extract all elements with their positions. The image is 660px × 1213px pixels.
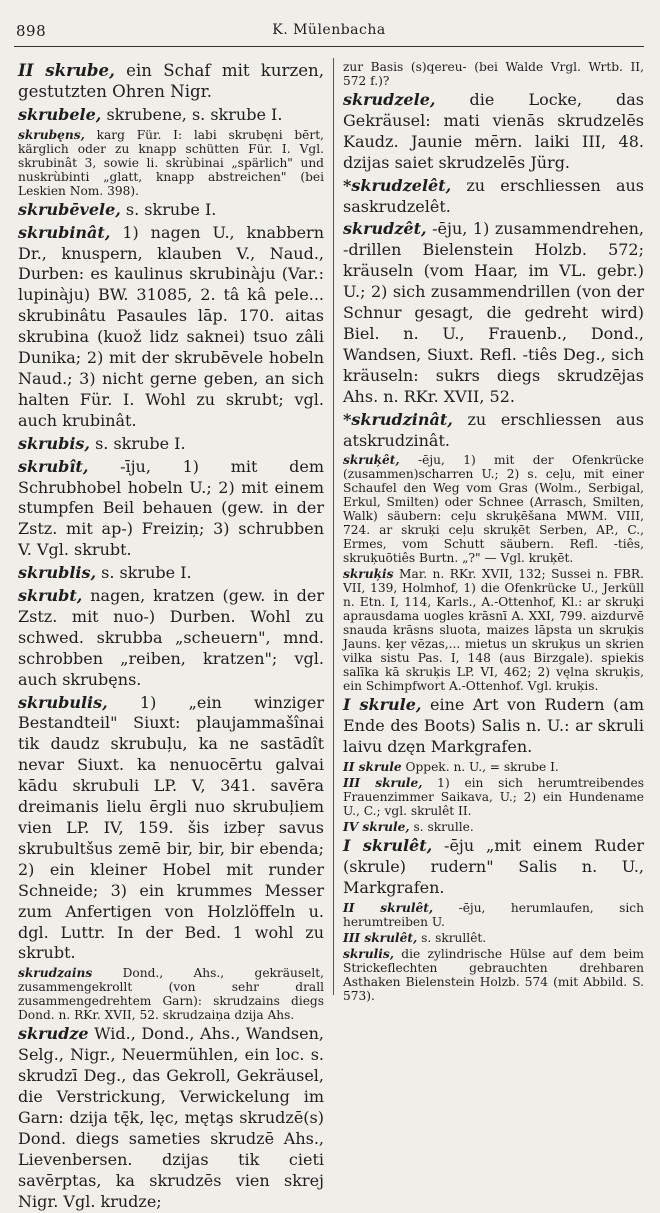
column-divider bbox=[333, 58, 334, 995]
entry-headword: skruķis bbox=[343, 567, 394, 582]
entry-text: 1) nagen U., knabbern Dr., knuspern, klauben V., Naud., Durben: es kaulinus skrubinàju (Var.: lupinàju) BW. 31085, 2. tâ kâ pele... skrubinâtu Pasaules lāp. 170. aitas skrubina (kuož lidz saknei) tsuo zâli Dunika; 2) mit der skrubēvele hobeln Naud.; 3) nicht gerne geben, an sich halten Für. I. Wohl zu skrubt; vgl. auch krubinât. bbox=[18, 222, 324, 430]
entry-text: s. skrube I. bbox=[96, 563, 192, 583]
dictionary-entry bbox=[343, 760, 644, 774]
entry-text: skrubene, s. skrube I. bbox=[101, 104, 283, 124]
entry-headword: skrudze bbox=[18, 1024, 89, 1044]
dictionary-entry bbox=[343, 453, 644, 565]
dictionary-entry bbox=[18, 200, 324, 221]
entry-text: 1) ein sich herumtreibendes Frauenzimmer Saikava, U.; 2) ein Hundename U., C.; vgl. skrulêt II. bbox=[343, 776, 644, 819]
dictionary-entry bbox=[18, 563, 324, 584]
page-header bbox=[14, 22, 644, 47]
entry-headword: I skrulêt, bbox=[343, 836, 433, 856]
dictionary-entry bbox=[343, 410, 644, 452]
left-column bbox=[18, 60, 324, 1211]
entry-text: s. skrube I. bbox=[90, 433, 186, 453]
dictionary-entry bbox=[18, 966, 324, 1022]
dictionary-entry bbox=[18, 223, 324, 432]
entry-headword: III skrule, bbox=[343, 776, 423, 791]
entry-headword: skrubît, bbox=[18, 456, 89, 476]
entry-text: -ēju, herumlaufen, sich herumtreiben U. bbox=[343, 900, 644, 929]
entry-headword: skrubt, bbox=[18, 586, 83, 606]
entry-text: s. skrullêt. bbox=[417, 930, 487, 945]
entry-text: 1) „ein winziger Bestandteil" Siuxt: plaujammašînai tik daudz skrubuļu, ka ne sastādît nevar Siuxt. ka nenuocērtu galvai kādu skrubuli LP. V, 341. savēra dreimanis lielu ērgli nuo skrubuļiem vien LP. IV, 159. šis izbeŗ savus skrubultšus zemē bir, bir, bir ebenda; 2) ein kleiner Hobel mit runder Schneide; 3) ein krummes Messer zum Anfertigen von Holzlöffeln u. dgl. Luttr. In der Bed. 1 wohl zu skrubt. bbox=[18, 692, 324, 963]
entry-headword: IV skrule, bbox=[343, 820, 410, 835]
entry-headword: *skrudzelêt, bbox=[343, 175, 452, 195]
entry-headword: III skrulêt, bbox=[343, 930, 418, 945]
dictionary-entry bbox=[343, 820, 644, 834]
dictionary-entry bbox=[343, 176, 644, 218]
entry-headword: skrubinât, bbox=[18, 222, 111, 242]
dictionary-entry bbox=[18, 693, 324, 965]
entry-headword: II skrule bbox=[343, 760, 402, 775]
dictionary-entry bbox=[343, 901, 644, 929]
dictionary-entry bbox=[18, 457, 324, 562]
dictionary-entry bbox=[18, 105, 324, 126]
dictionary-entry bbox=[18, 434, 324, 455]
entry-text: -ēju „mit einem Ruder (skrule) rudern" Salis n. U., Markgrafen. bbox=[343, 836, 644, 897]
page-number: 898 bbox=[16, 22, 47, 40]
dictionary-entry bbox=[343, 931, 644, 945]
entry-text: -ēju, 1) zusammendrehen, -drillen Bielenstein Holzb. 572; kräuseln (vom Haar, im VL. gebr.) U.; 2) sich zusammendrillen (von der Schnur gesagt, die gedreht wird) Biel. n. U., Frauenb., Dond., Wandsen, Siuxt. Refl. -tiês Deg., sich kräuseln: sukrs diegs skrudzējas Ahs. n. RKr. XVII, 52. bbox=[343, 219, 644, 406]
entry-headword: skrubis, bbox=[18, 433, 90, 453]
entry-text: zu erschliessen aus saskrudzelêt. bbox=[343, 175, 644, 216]
entry-headword: II skrube, bbox=[18, 60, 115, 80]
entry-headword: skrubęns, bbox=[18, 127, 85, 142]
right-column bbox=[343, 60, 644, 1003]
entry-headword: skruķêt, bbox=[343, 453, 400, 468]
entry-headword: I skrule, bbox=[343, 695, 422, 715]
dictionary-entry bbox=[18, 128, 324, 198]
dictionary-entry bbox=[18, 60, 324, 103]
entry-text: -īju, 1) mit dem Schrubhobel hobeln U.; 2) mit einem stumpfen Beil behauen (gew. in der Zstz. mit ap-) Freiziņ; 3) schrubben V. Vgl. skrubt. bbox=[18, 456, 324, 560]
dictionary-entry bbox=[343, 776, 644, 818]
entry-text: zur Basis (s)qereu- (bei Walde Vrgl. Wrtb. II, 572 f.)? bbox=[343, 60, 644, 88]
dictionary-entry bbox=[343, 60, 644, 88]
entry-headword: skrulis, bbox=[343, 946, 394, 961]
dictionary-entry bbox=[18, 586, 324, 691]
entry-headword: *skrudzinât, bbox=[343, 409, 453, 429]
entry-text: ein Schaf mit kurzen, gestutzten Ohren Nigr. bbox=[18, 61, 324, 101]
entry-headword: skrubēvele, bbox=[18, 199, 121, 219]
entry-headword: skrudzele, bbox=[343, 90, 436, 109]
entry-headword: skrudzains bbox=[18, 966, 93, 981]
entry-text: die zylindrische Hülse auf dem beim Strickeflechten gebrauchten drehbaren Asthaken Bielenstein Holzb. 574 (mit Abbild. S. 573). bbox=[343, 946, 644, 1003]
entry-headword: skrudzêt, bbox=[343, 219, 427, 239]
dictionary-entry bbox=[343, 567, 644, 693]
entry-text: Oppek. n. U., = skrube I. bbox=[401, 760, 559, 775]
entry-headword: skrublis, bbox=[18, 563, 97, 583]
dictionary-entry bbox=[343, 947, 644, 1003]
entry-text: die Locke, das Gekräusel: mati vienās skrudzelēs Kaudz. Jaunie mērn. laiki III, 48. dzijas saiet skrudzelēs Jürg. bbox=[343, 90, 644, 172]
entry-headword: skrubulis, bbox=[18, 692, 108, 712]
entry-text: s. skrube I. bbox=[120, 199, 217, 219]
entry-text: s. skrulle. bbox=[409, 820, 474, 835]
running-head: K. Mülenbacha bbox=[272, 22, 386, 38]
entry-text: Mar. n. RKr. XVII, 132; Sussei n. FBR. VII, 139, Holmhof, 1) die Ofenkrücke U., Jerküll n. Etn. I, 114, Karls., A.-Ottenhof, Kl.: ar skruķi aprausdama uogles krāsnī A. XXI, 799. aizdurvē snauda krāsns sluota, maizes lāpsta un skruķis Jauns. ķeŗ vēzas,... mietus un skruķus un skrien vilka sistu Pas. I, 148 (aus Birzgale). spiekis salīka kā skruķis LP. VI, 462; 2) vęlna skruķis, ein Schimpfwort A.-Ottenhof. Vgl. kruķis. bbox=[343, 567, 644, 694]
entry-headword: II skrulêt, bbox=[343, 900, 434, 915]
entry-text: karg Für. I: labi skrubęni bērt, kärglich oder zu knapp schütten Für. I. Vgl. skrubinât 3, sowie li. skrùbinai „spärlich" und nuskrùbinti „glatt, knapp abstreichen" (bei Leskien Nom. 398). bbox=[18, 127, 324, 198]
dictionary-entry bbox=[343, 695, 644, 758]
dictionary-entry bbox=[343, 90, 644, 174]
dictionary-entry bbox=[343, 836, 644, 899]
entry-text: eine Art von Rudern (am Ende des Boots) Salis n. U.: ar skruli laivu dzęn Markgrafen. bbox=[343, 695, 644, 757]
entry-text: Wid., Dond., Ahs., Wandsen, Selg., Nigr., Neuermühlen, ein loc. s. skrudzī Deg., das Gekroll, Gekräusel, die Verstrickung, Verwickelung im Garn: dzija tę̄k, lęc, męta̧s skrudzē(s) Dond. diegs sameties skrudzē Ahs., Lievenbersen. dzijas tik cieti savērptas, ka skrudzēs vien skrej Nigr. Vgl. krudze; bbox=[18, 1024, 324, 1211]
entry-text: zu erschliessen aus atskrudzinât. bbox=[343, 409, 644, 450]
entry-text: nagen, kratzen (gew. in der Zstz. mit nuo-) Durben. Wohl zu schwed. skrubba „scheuern", mnd. schrobben „reiben, kratzen"; vgl. auch skrubęns. bbox=[18, 586, 324, 689]
dictionary-entry bbox=[343, 219, 644, 407]
entry-text: -ēju, 1) mit der Ofenkrücke (zusammen)scharren U.; 2) s. ceļu, mit einer Schaufel den Weg vom Gras (Wolm., Serbigal, Erkul, Smilten) oder Schnee (Arrasch, Smilten, Walk) säubern: ceļu skruķēšana MWM. VIII, 724. ar skruķi ceļu skruķēt Serben, AP., C., Ermes, vom Schutt säubern. Refl. -tiês, skruķuōtiês Burtn. „?" — Vgl. kruķēt. bbox=[343, 453, 644, 566]
entry-headword: skrubele, bbox=[18, 104, 102, 124]
dictionary-entry bbox=[18, 1024, 324, 1212]
entry-text: Dond., Ahs., gekräuselt, zusammengekrollt (von sehr drall zusammengedrehtem Garn): skrudzains diegs Dond. n. RKr. XVII, 52. skrudzaiņa dzija Ahs. bbox=[18, 966, 324, 1023]
